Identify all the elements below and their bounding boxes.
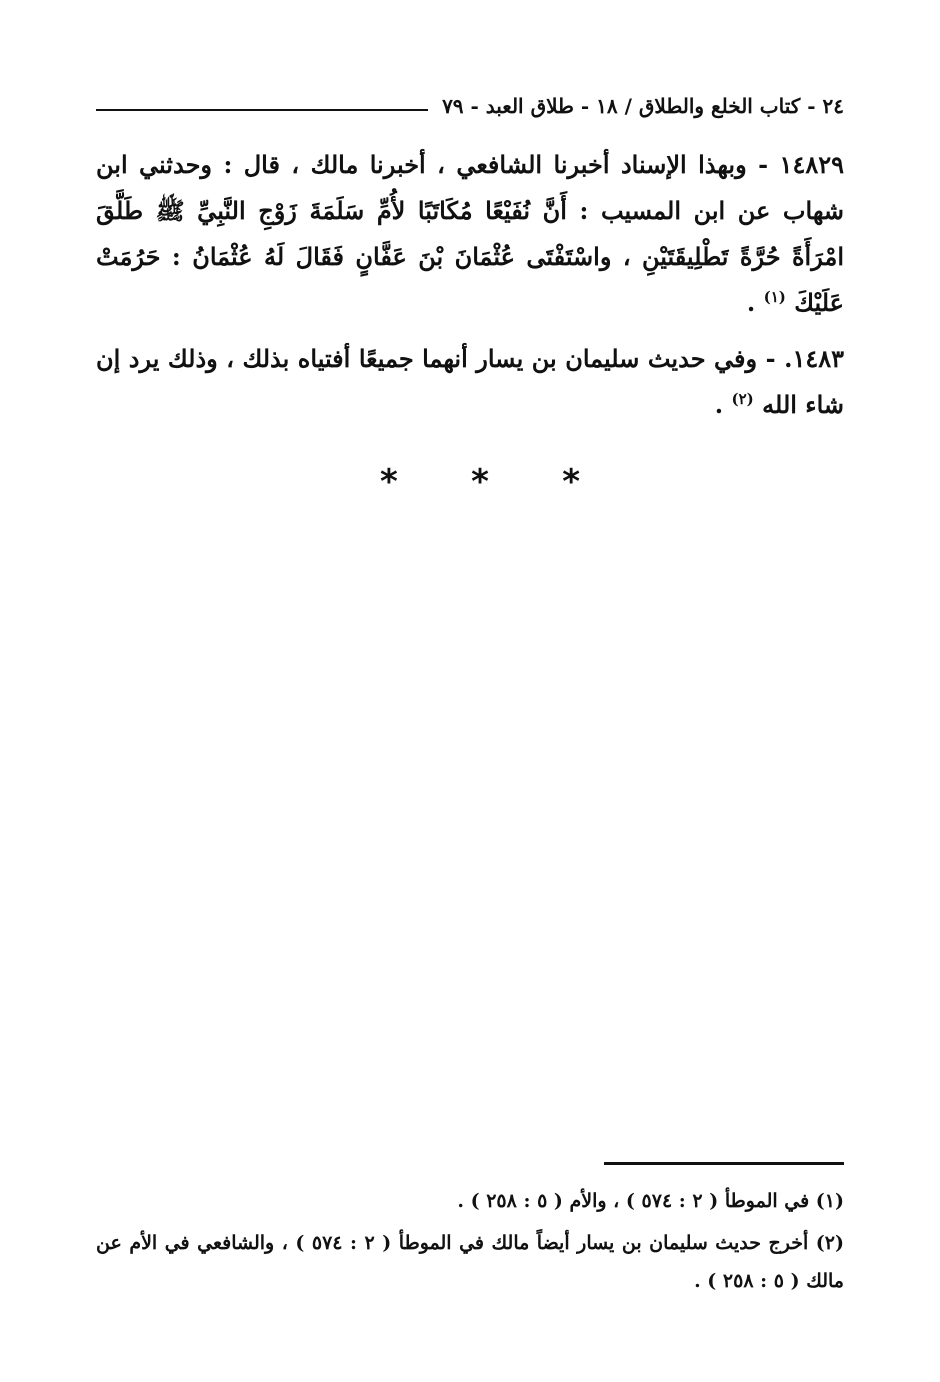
main-text (96, 142, 844, 438)
footnote-divider (604, 1162, 844, 1165)
separator-star: * (562, 462, 580, 502)
paragraph-14830 (96, 336, 844, 428)
paragraph-text: ١٤٨٢٩ - وبهذا الإسناد أخبرنا الشافعي ، أخبرنا مالك ، قال : وحدثني ابن شهاب عن ابن المسيب : أَنَّ نُفَيْعًا مُكَاتَبًا لأُمِّ سَلَمَةَ زَوْجِ النَّبِيِّ ﷺ طَلَّقَ امْرَأَةً حُرَّةً تَطْلِيقَتَيْنِ ، واسْتَفْتَى عُثْمَانَ بْنَ عَفَّانٍ فَقَالَ لَهُ عُثْمَانُ : حَرُمَتْ عَلَيْكَ (96, 150, 844, 317)
footnotes (96, 1182, 844, 1304)
separator-star: * (380, 462, 398, 502)
running-header (96, 88, 844, 118)
paragraph-end: . (746, 288, 756, 317)
section-separator (380, 462, 580, 502)
paragraph-text: ١٤٨٣. - وفي حديث سليمان بن يسار أنهما جميعًا أفتياه بذلك ، وذلك يرد إن شاء الله (96, 344, 844, 419)
footnote-ref-2: (٢) (731, 390, 754, 408)
footnote-ref-1: (١) (763, 288, 786, 306)
header-text: ٢٤ - كتاب الخلع والطلاق / ١٨ - طلاق العبد - ٧٩ (442, 94, 844, 118)
header-rule (96, 95, 428, 111)
paragraph-14829 (96, 142, 844, 326)
paragraph-end: . (714, 390, 724, 419)
footnote-2: (٢) أخرج حديث سليمان بن يسار أيضاً مالك في الموطأ ( ٢ : ٥٧٤ ) ، والشافعي في الأم عن مالك ( ٥ : ٢٥٨ ) . (96, 1232, 844, 1292)
separator-star: * (471, 462, 489, 502)
footnote-1: (١) في الموطأ ( ٢ : ٥٧٤ ) ، والأم ( ٥ : ٢٥٨ ) . (457, 1190, 844, 1212)
